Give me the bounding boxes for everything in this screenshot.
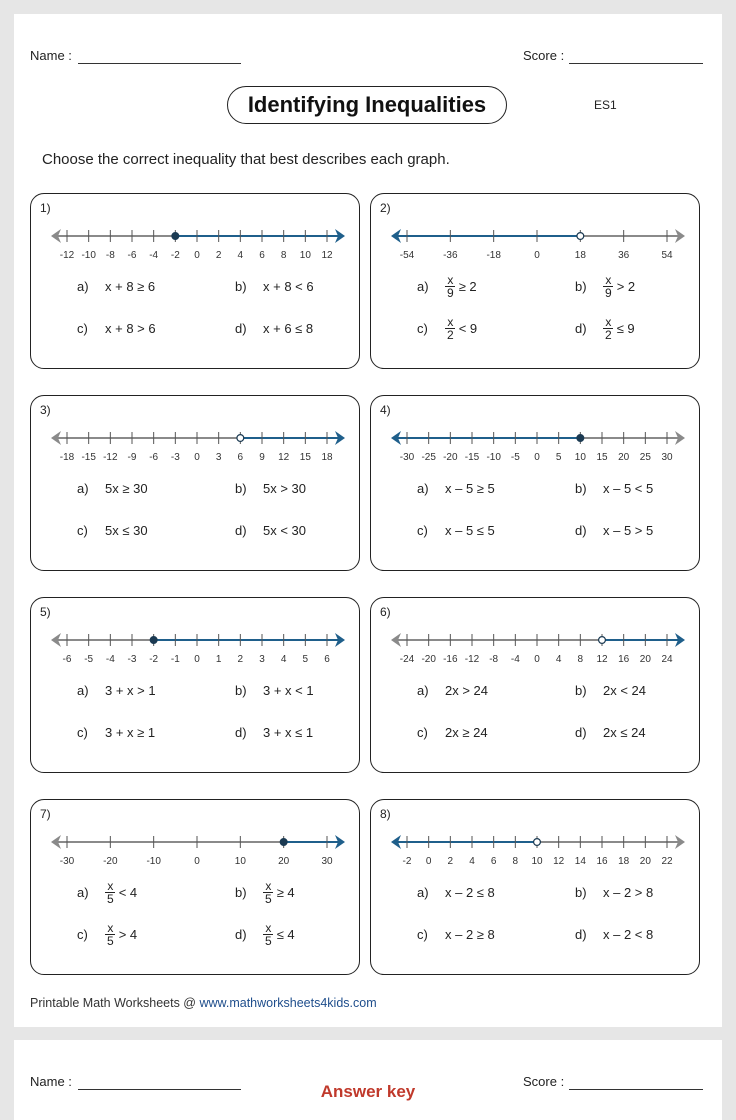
tick-label: 0 [194,856,200,867]
fraction-denominator: 9 [605,285,612,300]
answer-score-label: Score : [523,1074,565,1089]
number-line [31,222,361,262]
tick-label: -6 [62,654,72,665]
option-text: 2x ≥ 24 [445,724,488,740]
tick-label: -16 [443,654,458,665]
score-label: Score : [523,48,565,63]
answer-option[interactable] [235,920,295,948]
answer-option[interactable] [575,314,635,342]
option-text: x – 5 ≥ 5 [445,480,495,496]
answer-option[interactable] [235,516,306,544]
fraction-numerator: x [265,878,272,893]
tick-label: 16 [618,654,630,665]
option-letter: b) [575,480,587,496]
option-text: x + 8 ≥ 6 [105,278,156,294]
tick-label: -9 [127,452,137,463]
tick-label: -6 [127,250,137,261]
tick-label: 6 [324,654,330,665]
tick-label: -2 [402,856,412,867]
tick-label: -8 [489,654,499,665]
number-line [31,828,361,868]
footer-url[interactable]: www.mathworksheets4kids.com [199,996,377,1010]
option-text: 2x < 24 [603,682,647,698]
fraction-denominator: 2 [605,327,612,342]
tick-label: 18 [574,250,586,261]
tick-label: 12 [596,654,608,665]
tick-label: 12 [278,452,290,463]
worksheet-page [14,14,722,1027]
tick-label: -30 [399,452,415,463]
option-letter: a) [77,884,89,900]
option-text: x – 2 ≤ 8 [445,884,495,900]
tick-label: 0 [534,452,540,463]
footer-prefix: Printable Math Worksheets @ [30,996,200,1010]
option-letter: b) [575,278,587,294]
option-letter: b) [235,884,247,900]
option-letter: c) [77,320,88,336]
problem-number: 4) [380,403,391,417]
option-letter: d) [235,522,247,538]
answer-option[interactable] [77,676,156,704]
tick-label: 0 [194,250,200,261]
tick-label: 10 [234,856,246,867]
tick-label: -4 [510,654,520,665]
tick-label: 18 [321,452,333,463]
option-text: ≥ 2 [458,278,477,294]
tick-label: 10 [531,856,543,867]
number-line [371,828,701,868]
option-letter: c) [77,522,88,538]
tick-label: -4 [105,654,115,665]
answer-option[interactable] [77,272,155,300]
tick-label: 16 [596,856,608,867]
tick-label: -8 [105,250,115,261]
answer-option[interactable] [417,272,477,300]
option-letter: a) [417,480,429,496]
option-text: ≥ 4 [276,884,295,900]
number-line [31,626,361,666]
option-text: 3 + x ≤ 1 [263,724,314,740]
tick-label: 18 [618,856,630,867]
closed-point [150,637,157,644]
tick-label: 54 [661,250,673,261]
tick-label: -5 [510,452,520,463]
option-letter: c) [417,320,428,336]
tick-label: -20 [103,856,118,867]
answer-option[interactable] [77,474,148,502]
option-letter: b) [575,682,587,698]
answer-option[interactable] [77,920,137,948]
problem-card [30,597,360,773]
option-letter: b) [235,682,247,698]
answer-option[interactable] [235,272,314,300]
problem-number: 1) [40,201,51,215]
tick-label: -12 [103,452,118,463]
tick-label: -1 [170,654,180,665]
option-text: 5x > 30 [263,480,307,496]
tick-label: 5 [302,654,309,665]
tick-label: -10 [146,856,161,867]
open-point [534,839,541,846]
fraction-numerator: x [265,920,272,935]
option-letter: a) [417,682,429,698]
answer-option[interactable] [417,676,488,704]
answer-key-page [14,1040,722,1120]
option-letter: a) [417,884,429,900]
tick-label: -2 [170,250,180,261]
fraction-numerator: x [447,314,454,329]
tick-label: -15 [464,452,480,463]
number-line [371,222,701,262]
open-point [599,637,606,644]
tick-label: 12 [553,856,565,867]
option-letter: d) [235,926,247,942]
fraction-denominator: 5 [107,891,114,906]
tick-label: -36 [443,250,458,261]
option-text: x + 8 > 6 [105,320,156,336]
option-letter: c) [417,926,428,942]
option-text: > 2 [616,278,636,294]
answer-option[interactable] [575,516,653,544]
problem-card [370,395,700,571]
tick-label: -30 [59,856,75,867]
tick-label: 6 [237,452,244,463]
option-text: x – 5 < 5 [603,480,654,496]
tick-label: -25 [421,452,436,463]
tick-label: 8 [577,654,584,665]
number-line [371,626,701,666]
closed-point [280,839,287,846]
tick-label: 6 [259,250,265,261]
tick-label: 3 [215,452,222,463]
problem-number: 2) [380,201,391,215]
tick-label: 20 [278,856,290,867]
answer-option[interactable] [417,474,495,502]
option-letter: c) [77,724,88,740]
tick-label: 0 [194,654,200,665]
answer-option[interactable] [235,314,313,342]
option-text: x – 5 > 5 [603,522,654,538]
instructions: Choose the correct inequality that best describes each graph. [42,151,450,168]
tick-label: 10 [299,250,311,261]
tick-label: 9 [259,452,265,463]
option-letter: c) [77,926,88,942]
option-letter: d) [575,724,587,740]
fraction [603,274,614,299]
option-text: 5x ≥ 30 [105,480,148,496]
option-text: > 4 [118,926,138,942]
footer [30,996,377,1010]
answer-option[interactable] [417,718,488,746]
tick-label: 0 [194,452,200,463]
tick-label: 22 [661,856,673,867]
fraction-denominator: 5 [265,891,272,906]
fraction [263,922,274,947]
option-letter: a) [77,480,89,496]
option-letter: b) [575,884,587,900]
tick-label: -20 [443,452,458,463]
tick-label: 20 [639,654,651,665]
tick-label: 2 [237,654,244,665]
option-letter: a) [77,278,89,294]
problem-card [370,597,700,773]
tick-label: 25 [639,452,651,463]
option-letter: c) [417,724,428,740]
answer-option[interactable] [575,920,653,948]
problem-card [30,395,360,571]
option-letter: d) [235,320,247,336]
tick-label: -4 [149,250,159,261]
tick-label: 4 [237,250,244,261]
answer-option[interactable] [417,314,477,342]
fraction [105,880,116,905]
option-text: x – 5 ≤ 5 [445,522,495,538]
tick-label: 24 [661,654,673,665]
answer-option[interactable] [575,878,653,906]
tick-label: 20 [639,856,651,867]
problem-card [30,799,360,975]
tick-label: -2 [149,654,159,665]
option-text: 3 + x > 1 [105,682,156,698]
option-text: 5x < 30 [263,522,307,538]
name-label: Name : [30,48,72,63]
option-text: 3 + x ≥ 1 [105,724,156,740]
option-text: x – 2 < 8 [603,926,654,942]
tick-label: 8 [280,250,287,261]
answer-option[interactable] [235,676,314,704]
tick-label: 8 [512,856,519,867]
tick-label: 14 [574,856,586,867]
answer-option[interactable] [77,878,137,906]
fraction-denominator: 5 [107,933,114,948]
fraction-numerator: x [605,272,612,287]
tick-label: -6 [149,452,159,463]
tick-label: 15 [299,452,311,463]
tick-label: -18 [59,452,75,463]
option-letter: c) [417,522,428,538]
option-letter: b) [235,278,247,294]
tick-label: -10 [81,250,96,261]
option-text: 2x ≤ 24 [603,724,646,740]
tick-label: 4 [280,654,287,665]
answer-option[interactable] [417,878,495,906]
tick-label: 30 [321,856,333,867]
answer-option[interactable] [575,676,646,704]
tick-label: -12 [59,250,75,261]
tick-label: 10 [574,452,586,463]
name-line [78,63,241,64]
tick-label: -10 [486,452,501,463]
answer-key-heading: Answer key [320,1082,416,1101]
tick-label: -5 [84,654,94,665]
fraction [263,880,274,905]
answer-name-label: Name : [30,1074,72,1089]
number-line [371,424,701,464]
problem-number: 3) [40,403,51,417]
option-letter: a) [77,682,89,698]
tick-label: 20 [618,452,630,463]
fraction-numerator: x [107,920,114,935]
option-letter: d) [575,320,587,336]
page-title: Identifying Inequalities [227,86,507,124]
closed-point [577,435,584,442]
option-text: 3 + x < 1 [263,682,314,698]
worksheet-code: ES1 [594,98,617,112]
tick-label: -3 [127,654,137,665]
fraction-numerator: x [107,878,114,893]
option-text: < 4 [118,884,138,900]
tick-label: 4 [469,856,475,867]
fraction [603,316,614,341]
closed-point [172,233,179,240]
tick-label: 4 [555,654,562,665]
tick-label: -3 [170,452,180,463]
tick-label: 3 [259,654,265,665]
answer-option[interactable] [77,718,155,746]
problem-number: 5) [40,605,51,619]
answer-option[interactable] [575,272,635,300]
problem-card [30,193,360,369]
option-text: x – 2 > 8 [603,884,654,900]
answer-option[interactable] [235,718,313,746]
tick-label: 36 [618,250,630,261]
number-line [31,424,361,464]
option-text: ≤ 4 [276,926,295,942]
tick-label: -15 [81,452,96,463]
fraction [445,274,456,299]
option-text: 2x > 24 [445,682,489,698]
tick-label: -24 [399,654,415,665]
tick-label: 0 [534,654,540,665]
tick-label: 2 [215,250,222,261]
fraction [105,922,116,947]
tick-label: 12 [321,250,333,261]
option-letter: d) [575,926,587,942]
option-text: x – 2 ≥ 8 [445,926,495,942]
tick-label: 15 [596,452,608,463]
option-letter: d) [575,522,587,538]
option-text: ≤ 9 [616,320,635,336]
tick-label: 2 [447,856,454,867]
answer-option[interactable] [417,920,495,948]
problem-number: 6) [380,605,391,619]
score-line [569,63,703,64]
tick-label: 5 [555,452,562,463]
fraction [445,316,456,341]
option-letter: b) [235,480,247,496]
problem-number: 7) [40,807,51,821]
fraction-numerator: x [605,314,612,329]
option-letter: a) [417,278,429,294]
fraction-denominator: 2 [447,327,454,342]
option-letter: d) [235,724,247,740]
option-text: 5x ≤ 30 [105,522,148,538]
option-text: x + 6 ≤ 8 [263,320,314,336]
problem-card [370,799,700,975]
answer-option[interactable] [235,474,306,502]
tick-label: 0 [425,856,432,867]
fraction-numerator: x [447,272,454,287]
answer-option[interactable] [77,314,156,342]
tick-label: -18 [486,250,501,261]
problem-card [370,193,700,369]
tick-label: -20 [421,654,436,665]
tick-label: 0 [534,250,540,261]
answer-option[interactable] [77,516,148,544]
tick-label: 30 [661,452,673,463]
open-point [577,233,584,240]
fraction-denominator: 5 [265,933,272,948]
option-text: < 9 [458,320,478,336]
answer-option[interactable] [235,878,295,906]
fraction-denominator: 9 [447,285,454,300]
tick-label: -54 [399,250,415,261]
option-text: x + 8 < 6 [263,278,314,294]
answer-option[interactable] [417,516,495,544]
answer-option[interactable] [575,718,646,746]
tick-label: -12 [464,654,480,665]
problem-number: 8) [380,807,391,821]
tick-label: 1 [215,654,222,665]
answer-option[interactable] [575,474,653,502]
tick-label: 6 [490,856,497,867]
open-point [237,435,244,442]
